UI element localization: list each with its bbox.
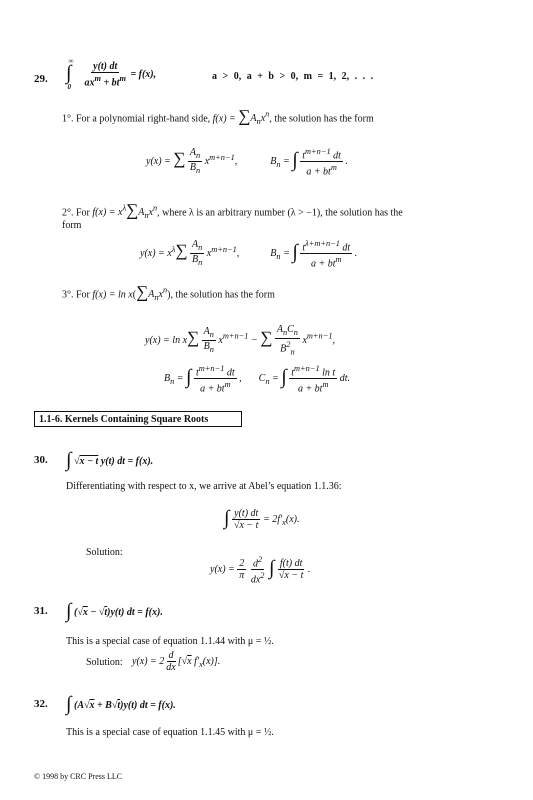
eq30-number: 30.: [34, 454, 48, 466]
eq32-text: This is a special case of equation 1.1.45 with μ = ½.: [66, 727, 274, 738]
eq29-item2-mid: , where λ is an arbitrary number (λ > −1), the solution has the: [157, 207, 403, 219]
eq30-solution-label: Solution:: [86, 547, 123, 558]
eq29-item2-intro: 2°. For: [62, 207, 90, 219]
eq29-item3-intro: 3°. For: [62, 289, 90, 301]
eq29-formula2: $y(x) = x^\lambda\sum$ $\frac{A_n}{B_n}$ $x^{m+n-1}$, $B_n$ = ∫ $\frac{t^{\lambda+m+n-1} dt}{a + bt^m}$ .: [140, 239, 358, 270]
eq29-equation: $\int^\infty_0$ $\frac{y(t) dt}{ax^m + bt^m}$ = f(x),: [66, 56, 157, 91]
eq29-item2-cont: form: [62, 220, 82, 231]
eq29-condition: a > 0, a + b > 0, m = 1, 2, . . .: [212, 71, 374, 82]
eq29-item2: 2°. For $f(x) = x^\lambda\sum A_nx^n$, where λ is an arbitrary number (λ > −1), the solution has the: [62, 200, 403, 221]
eq29-formula1: y(x) = ∑ $\frac{A_n}{B_n}$ $x^{m+n-1}$, $B_n$ = ∫ $\frac{t^{m+n-1} dt}{a + bt^m}$ .: [146, 147, 348, 178]
eq29-item1: 1°. For a polynomial right-hand side, $f(x) = \sum A_nx^n$, the solution has the form: [62, 106, 374, 127]
eq30-solution: y(x) = $\frac{2}{\pi}$ $\frac{d^2}{dx^2}$ ∫ $\frac{f(t) dt}{√x - t}$ .: [210, 555, 311, 586]
eq31-equation: ∫ (√x − √t)y(t) dt = f(x).: [66, 600, 163, 622]
eq30-abel-equation: ∫ $\frac{y(t) dt}{√x - t}$ = $2f'_x(x)$.: [224, 507, 300, 532]
eq31-text: This is a special case of equation 1.1.44 with μ = ½.: [66, 636, 274, 647]
eq29-item3-suffix: , the solution has the form: [170, 289, 275, 301]
section-heading: 1.1-6. Kernels Containing Square Roots: [34, 411, 242, 427]
eq29-number: 29.: [34, 73, 48, 85]
eq32-number: 32.: [34, 698, 48, 710]
eq29-item1-suffix: , the solution has the form: [269, 113, 374, 125]
eq29-formula3b: $B_n$ = ∫ $\frac{t^{m+n-1} dt}{a + bt^m}$ , $C_n$ = ∫ $\frac{t^{m+n-1} \ln t}{a + bt^m}$ dt.: [164, 364, 350, 395]
eq29-item1-intro: 1°. For a polynomial right-hand side,: [62, 113, 211, 125]
copyright-footer: © 1998 by CRC Press LLC: [34, 772, 123, 781]
eq31-solution: y(x) = 2 $\frac{d}{dx}$ [√x $f'_x(x)$].: [132, 650, 221, 673]
eq29-formula3a: y(x) = ln x∑ $\frac{A_n}{B_n}$ $x^{m+n-1}$ − ∑ $\frac{A_nC_n}{B^2_n}$ $x^{m+n-1}$,: [145, 324, 336, 357]
eq31-solution-label: Solution:: [86, 657, 123, 668]
eq30-text: Differentiating with respect to x, we arrive at Abel’s equation 1.1.36:: [66, 481, 342, 492]
eq32-equation: ∫ (A√x + B√t)y(t) dt = f(x).: [66, 693, 176, 715]
eq31-number: 31.: [34, 605, 48, 617]
eq29-item3: 3°. For $f(x) = \ln x(\sum A_nx^n)$, the solution has the form: [62, 282, 275, 303]
eq30-equation: ∫ √x − t y(t) dt = f(x).: [66, 449, 154, 471]
